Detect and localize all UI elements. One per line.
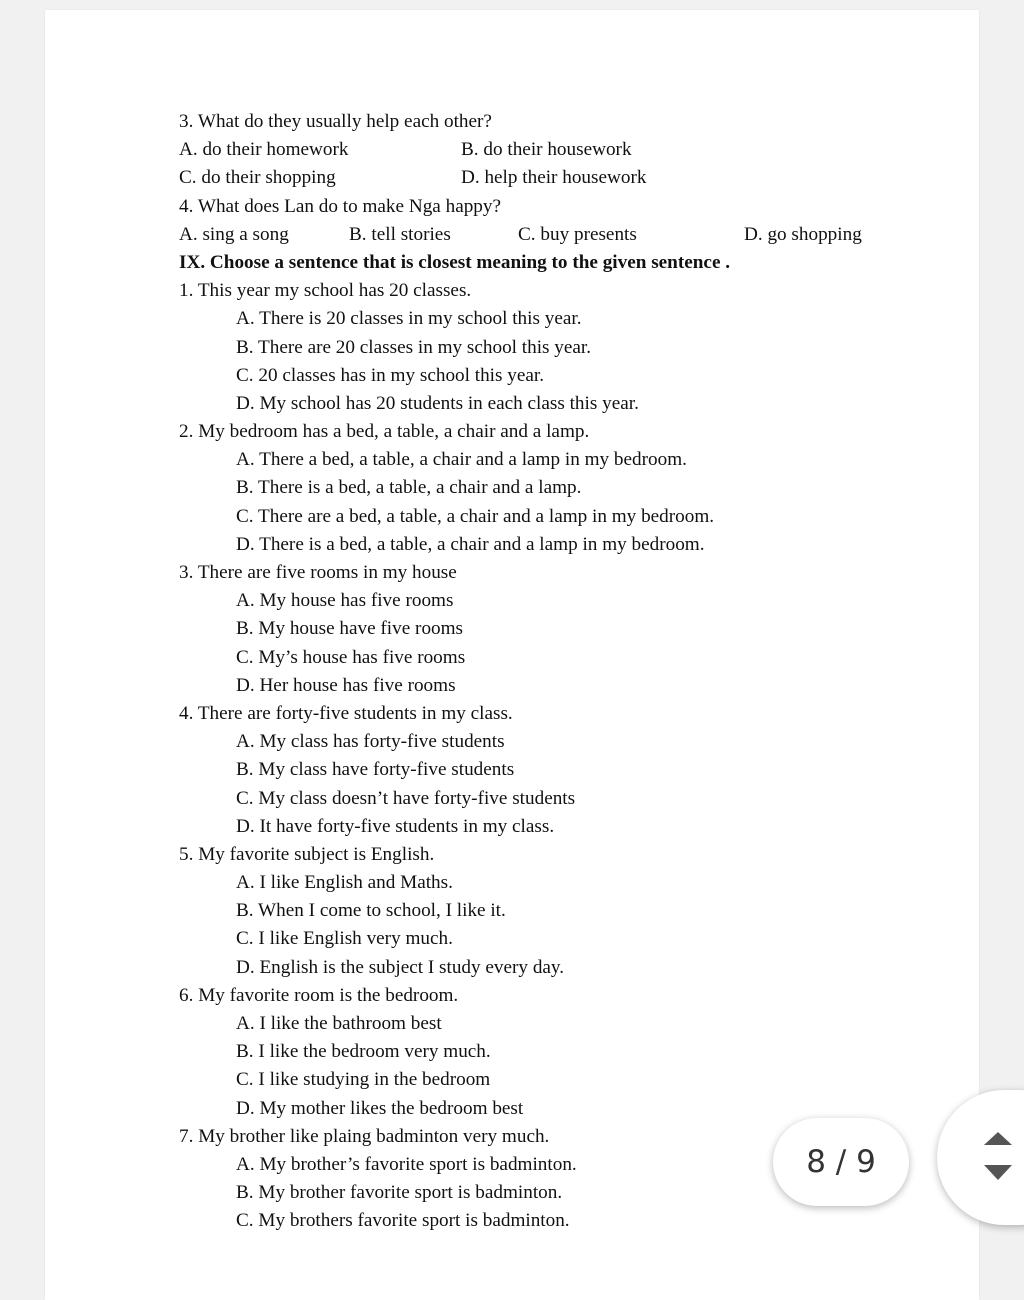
question-prompt: 5. My favorite subject is English.: [179, 843, 435, 865]
option-row: [179, 136, 939, 164]
answer-option: A. My house has five rooms: [236, 590, 454, 612]
answer-option: C. My’s house has five rooms: [236, 646, 466, 668]
question-block: [179, 982, 939, 1123]
chevron-up-icon[interactable]: [984, 1132, 1012, 1145]
answer-option: D. Her house has five rooms: [236, 674, 456, 696]
chevron-down-icon[interactable]: [984, 1165, 1012, 1180]
option-row: [179, 164, 939, 192]
page-indicator: [773, 1118, 909, 1206]
answer-option: A. I like the bathroom best: [236, 1013, 442, 1034]
answer-option: D. There is a bed, a table, a chair and a lamp in my bedroom.: [236, 533, 705, 555]
answer-option: B. do their housework: [461, 139, 632, 161]
answer-option: D. go shopping: [744, 223, 862, 245]
answer-option: A. There a bed, a table, a chair and a lamp in my bedroom.: [236, 449, 687, 471]
question-prompt: 2. My bedroom has a bed, a table, a chair and a lamp.: [179, 421, 590, 443]
question-block: [179, 841, 939, 982]
question-prompt: 7. My brother like plaing badminton very much.: [179, 1125, 550, 1147]
answer-option: D. It have forty-five students in my class.: [236, 815, 555, 837]
question-prompt: 4. What does Lan do to make Nga happy?: [179, 195, 502, 217]
answer-option: C. I like English very much.: [236, 928, 453, 950]
answer-option: C. My brothers favorite sport is badminton.: [236, 1210, 570, 1232]
answer-option: D. My school has 20 students in each class this year.: [236, 392, 639, 414]
document-page: [45, 10, 979, 1300]
answer-option: C. do their shopping: [179, 167, 336, 189]
page-content: [179, 108, 939, 1236]
question-block: [179, 277, 939, 418]
option-row: [179, 221, 939, 249]
question-prompt: 4. There are forty-five students in my class.: [179, 702, 513, 724]
section-heading: IX. Choose a sentence that is closest meaning to the given sentence .: [179, 251, 731, 273]
answer-option: D. My mother likes the bedroom best: [236, 1097, 524, 1119]
answer-option: B. I like the bedroom very much.: [236, 1041, 491, 1063]
question-block: [179, 700, 939, 841]
answer-option: B. There is a bed, a table, a chair and a lamp.: [236, 477, 582, 499]
answer-option: B. There are 20 classes in my school this year.: [236, 336, 592, 358]
answer-option: A. I like English and Maths.: [236, 872, 453, 894]
answer-option: C. There are a bed, a table, a chair and a lamp in my bedroom.: [236, 505, 715, 527]
question-block: [179, 418, 939, 559]
answer-option: C. I like studying in the bedroom: [236, 1069, 491, 1091]
answer-option: D. English is the subject I study every day.: [236, 956, 565, 978]
answer-option: C. buy presents: [518, 223, 637, 245]
answer-option: A. My brother’s favorite sport is badminton.: [236, 1153, 577, 1175]
answer-option: A. do their homework: [179, 139, 349, 161]
answer-option: D. help their housework: [461, 167, 647, 189]
answer-option: C. 20 classes has in my school this year.: [236, 364, 545, 386]
question-prompt: 6. My favorite room is the bedroom.: [179, 984, 459, 1006]
question-prompt: 3. There are five rooms in my house: [179, 562, 457, 583]
answer-option: C. My class doesn’t have forty-five students: [236, 787, 576, 809]
answer-option: B. When I come to school, I like it.: [236, 900, 506, 922]
answer-option: B. tell stories: [349, 223, 451, 245]
question-block: [179, 559, 939, 700]
page-number-text: 8 / 9: [806, 1144, 876, 1180]
question-prompt: 3. What do they usually help each other?: [179, 111, 492, 132]
question-prompt: 1. This year my school has 20 classes.: [179, 280, 472, 302]
answer-option: A. sing a song: [179, 223, 289, 245]
answer-option: B. My house have five rooms: [236, 618, 464, 640]
answer-option: A. There is 20 classes in my school this year.: [236, 308, 582, 330]
answer-option: B. My brother favorite sport is badminton.: [236, 1182, 563, 1204]
answer-option: B. My class have forty-five students: [236, 759, 515, 781]
answer-option: A. My class has forty-five students: [236, 731, 505, 753]
